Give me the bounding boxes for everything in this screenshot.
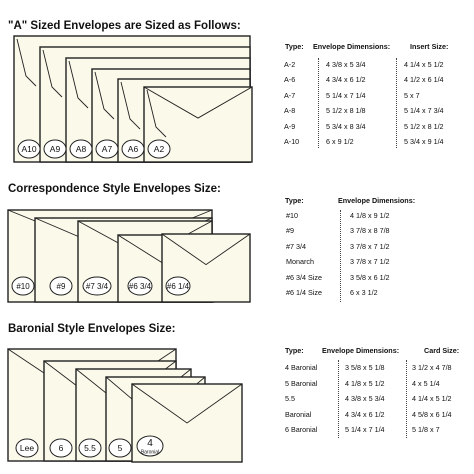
svg-text:#6 1/4: #6 1/4 [166, 281, 190, 291]
table-cell-dims: 5 1/2 x 8 1/8 [326, 106, 366, 116]
c-header-dims: Envelope Dimensions: [322, 346, 400, 355]
table-cell-type: A-7 [284, 90, 296, 100]
b-header-type: Type: [285, 196, 304, 205]
c-header-card: Card Size: [424, 346, 460, 355]
table-cell-type: A-8 [284, 106, 296, 116]
table-cell-type: A-9 [284, 121, 296, 131]
table-cell-type: Monarch [286, 257, 314, 267]
table-cell-dims: 3 5/8 x 6 1/2 [350, 272, 390, 282]
table-cell-type: 4 Baronial [285, 363, 318, 372]
table-cell-dims: 3 7/8 x 7 1/2 [350, 257, 390, 267]
a-header-dims: Envelope Dimensions: [313, 42, 391, 51]
table-cell-type: A-6 [284, 75, 296, 85]
svg-text:Baronial: Baronial [140, 449, 160, 456]
envelope-size-label [137, 436, 163, 456]
table-cell-card: 5 1/8 x 7 [412, 425, 440, 434]
envelope-size-label [50, 439, 72, 457]
svg-text:#7 3/4: #7 3/4 [85, 281, 109, 291]
c-header-type: Type: [285, 346, 304, 355]
table-cell-type: #6 1/4 Size [286, 288, 322, 297]
table-cell-type: 6 Baronial [285, 425, 318, 434]
envelope-size-label [79, 439, 101, 457]
table-cell-card: 3 1/2 x 4 7/8 [412, 363, 452, 372]
table-cell-type: 5 Baronial [285, 378, 318, 388]
table-cell-type: Baronial [285, 409, 312, 419]
table-cell-dims: 6 x 9 1/2 [326, 137, 354, 146]
table-cell-type: #7 3/4 [286, 241, 306, 251]
svg-text:A9: A9 [49, 143, 61, 154]
table-cell-dims: 6 x 3 1/2 [350, 288, 378, 297]
table-cell-dims: 5 3/4 x 8 3/4 [326, 121, 366, 131]
table-cell-type: 5.5 [285, 394, 295, 403]
table-cell-card: 4 5/8 x 6 1/4 [412, 409, 452, 419]
section-b-title: Correspondence Style Envelopes Size: [8, 183, 221, 195]
svg-text:A8: A8 [75, 143, 87, 154]
envelope-size-label [109, 439, 131, 457]
svg-text:A7: A7 [101, 143, 113, 154]
c-divider-1 [338, 360, 339, 438]
svg-text:A10: A10 [21, 143, 37, 154]
c-divider-2 [406, 360, 407, 438]
table-cell-insert: 5 1/2 x 8 1/2 [404, 121, 444, 131]
table-cell-type: #9 [286, 226, 294, 236]
svg-text:4: 4 [147, 438, 153, 449]
a-header-insert: Insert Size: [410, 42, 449, 51]
table-cell-insert: 5 3/4 x 9 1/4 [404, 137, 444, 146]
table-cell-insert: 5 1/4 x 7 3/4 [404, 106, 444, 116]
table-cell-dims: 4 1/8 x 9 1/2 [350, 211, 390, 220]
svg-text:5: 5 [117, 442, 123, 453]
table-cell-dims: 4 3/8 x 5 3/4 [326, 60, 366, 69]
table-cell-type: A-2 [284, 60, 296, 69]
svg-text:A2: A2 [153, 143, 165, 154]
svg-text:A6: A6 [127, 143, 139, 154]
svg-text:#9: #9 [56, 281, 66, 291]
section-a-title: "A" Sized Envelopes are Sized as Follows: [8, 20, 241, 32]
svg-text:6: 6 [58, 442, 64, 453]
table-cell-type: A-10 [284, 137, 300, 146]
table-cell-dims: 4 3/4 x 6 1/2 [326, 75, 366, 85]
table-cell-dims: 4 3/4 x 6 1/2 [345, 409, 385, 419]
table-cell-insert: 4 1/4 x 5 1/2 [404, 60, 444, 69]
a-header-type: Type: [285, 42, 304, 51]
table-cell-dims: 4 3/8 x 5 3/4 [345, 394, 385, 403]
table-cell-insert: 4 1/2 x 6 1/4 [404, 75, 444, 85]
table-cell-type: #10 [286, 211, 298, 220]
svg-text:#6 3/4: #6 3/4 [128, 281, 152, 291]
b-header-dims: Envelope Dimensions: [338, 196, 416, 205]
table-cell-dims: 4 1/8 x 5 1/2 [345, 378, 385, 388]
table-cell-dims: 5 1/4 x 7 1/4 [345, 425, 385, 434]
table-cell-card: 4 1/4 x 5 1/2 [412, 394, 452, 403]
svg-text:#10: #10 [16, 281, 30, 291]
section-c-title: Baronial Style Envelopes Size: [8, 323, 176, 335]
table-cell-card: 4 x 5 1/4 [412, 378, 440, 388]
table-cell-dims: 5 1/4 x 7 1/4 [326, 90, 366, 100]
table-cell-dims: 3 7/8 x 7 1/2 [350, 241, 390, 251]
svg-text:5.5: 5.5 [84, 442, 96, 453]
table-cell-dims: 3 5/8 x 5 1/8 [345, 363, 385, 372]
table-cell-dims: 3 7/8 x 8 7/8 [350, 226, 390, 236]
table-cell-insert: 5 x 7 [404, 90, 420, 100]
envelope-size-label [16, 439, 38, 457]
table-cell-type: #6 3/4 Size [286, 272, 322, 282]
svg-text:Lee: Lee [19, 442, 35, 453]
